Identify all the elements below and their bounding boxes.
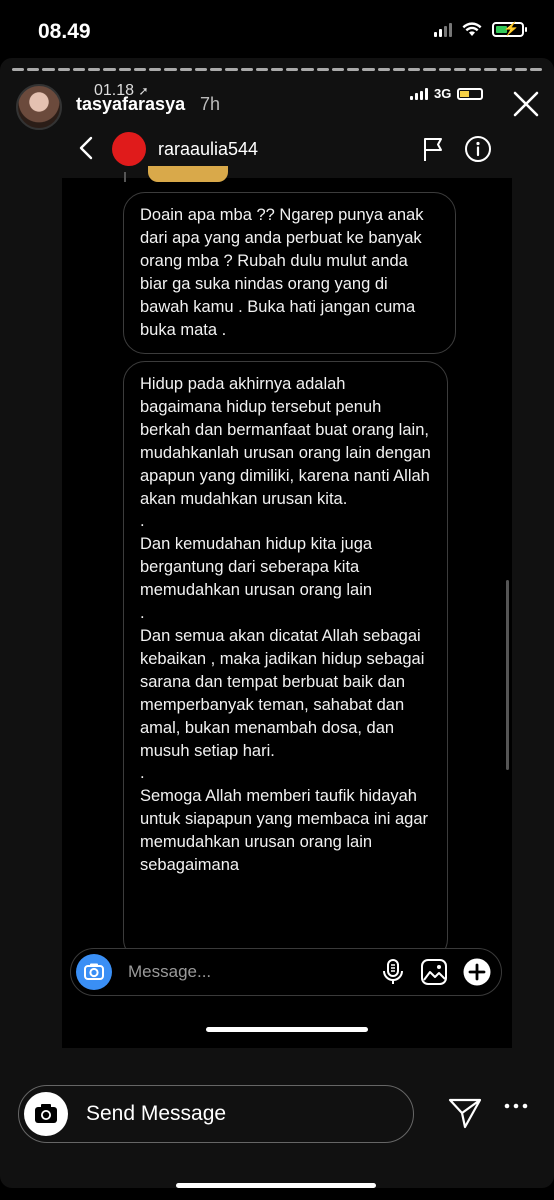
camera-button[interactable] — [76, 954, 112, 990]
microphone-icon[interactable] — [382, 958, 404, 986]
inner-home-indicator — [206, 1027, 368, 1032]
send-icon[interactable] — [448, 1097, 482, 1129]
camera-icon — [76, 954, 112, 990]
battery-icon: ⚡ — [492, 22, 524, 37]
inner-battery-icon — [457, 88, 483, 100]
message-paragraph: Hidup pada akhirnya adalah bagaimana hidup tersebut penuh berkah dan bermanfaat buat orang lain, mudahkanlah urusan orang lain dengan apapun yang dimiliki, karena nanti Allah akan mudahkan urusan kita. — [140, 375, 431, 508]
story-progress — [12, 68, 542, 71]
send-message-input[interactable]: Send Message — [86, 1102, 227, 1125]
inner-status-time: 01.18 ➚ — [94, 82, 149, 99]
info-icon[interactable] — [464, 135, 492, 163]
gallery-icon[interactable] — [420, 958, 448, 986]
signal-icon — [434, 23, 452, 37]
story-avatar[interactable] — [16, 84, 62, 130]
message-input[interactable]: Message... — [128, 962, 212, 981]
back-chevron-icon[interactable] — [78, 136, 94, 160]
add-icon[interactable] — [462, 957, 492, 987]
inner-signal-icon — [410, 88, 428, 100]
contact-avatar[interactable] — [112, 132, 146, 166]
reply-camera-button[interactable] — [24, 1092, 68, 1136]
more-options-icon[interactable] — [504, 1102, 528, 1110]
status-time: 08.49 — [38, 20, 91, 43]
message-paragraph: Semoga Allah memberi taufik hidayah untuk siapapun yang membaca ini agar memudahkan urusan orang lain sebagaimana — [140, 787, 429, 875]
flag-icon[interactable] — [422, 136, 444, 162]
camera-icon — [24, 1092, 68, 1136]
story-time-ago: 7h — [200, 94, 221, 114]
message-paragraph: Dan semua akan dicatat Allah sebagai kebaikan , maka jadikan hidup sebagai sarana dan tempat berbuat baik dan memperbanyak teman, sahabat dan amal, bukan menambah dosa, dan musuh setiap hari. — [140, 626, 425, 760]
close-icon[interactable] — [512, 90, 540, 118]
previous-message-edge — [148, 166, 228, 182]
message-paragraph: . — [140, 604, 145, 623]
home-indicator — [176, 1183, 376, 1188]
inner-network: 3G — [434, 86, 452, 101]
message-paragraph: . — [140, 764, 145, 783]
location-arrow-icon: ➚ — [138, 84, 149, 98]
status-icons — [434, 22, 524, 37]
contact-name[interactable]: raraaulia544 — [158, 139, 259, 159]
wifi-icon — [462, 22, 482, 37]
message-paragraph: Dan kemudahan hidup kita juga bergantung dari seberapa kita memudahkan urusan orang lain — [140, 535, 373, 600]
message-bubble[interactable]: Doain apa mba ?? Ngarep punya anak dari apa yang anda perbuat ke banyak orang mba ? Rubah dulu mulut anda biar ga suka nindas orang yang di bawah kamu . Buka hati jangan cuma buka mata . — [123, 192, 456, 354]
inner-status-icons — [410, 86, 483, 101]
scrollbar[interactable] — [506, 580, 509, 770]
message-paragraph: . — [140, 512, 145, 531]
thread-line — [124, 172, 126, 182]
message-bubble[interactable] — [123, 361, 448, 961]
story-username[interactable]: tasyafarasya — [76, 94, 186, 114]
